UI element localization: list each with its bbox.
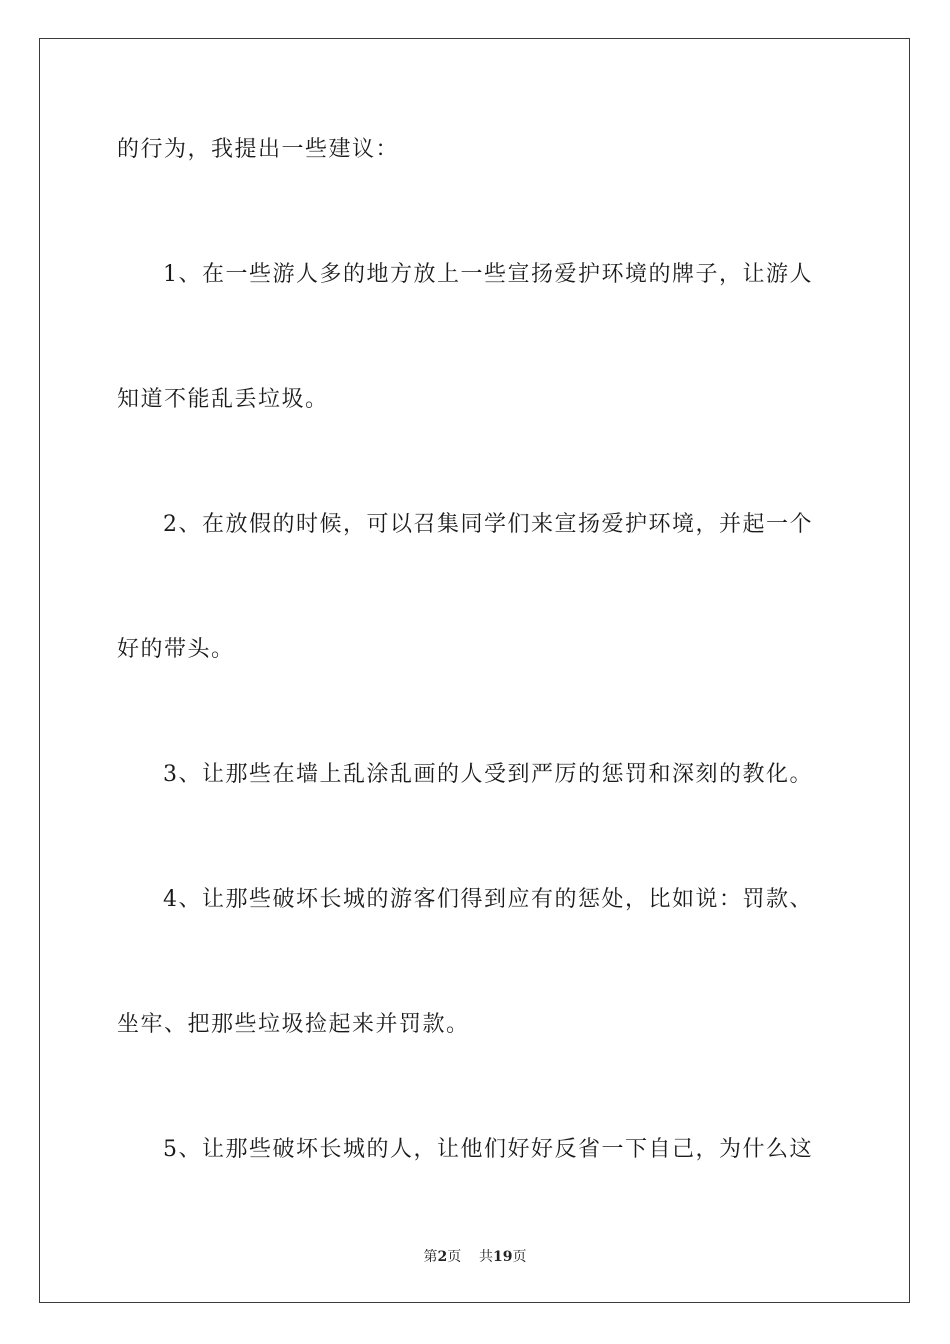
text-line-6: 3、让那些在墙上乱涂乱画的人受到严厉的惩罚和深刻的教化。 — [163, 762, 813, 787]
text-line-3: 知道不能乱丢垃圾。 — [117, 387, 329, 412]
text-line-5: 好的带头。 — [117, 637, 235, 662]
total-prefix: 共 — [479, 1249, 494, 1265]
total-pages: 19 — [493, 1249, 513, 1265]
page-border — [39, 38, 910, 1303]
page-prefix: 第 — [423, 1249, 438, 1265]
text-line-7: 4、让那些破坏长城的游客们得到应有的惩处，比如说：罚款、 — [163, 887, 813, 912]
text-line-1: 的行为，我提出一些建议： — [117, 137, 400, 162]
text-line-9: 5、让那些破坏长城的人，让他们好好反省一下自己，为什么这 — [163, 1137, 813, 1162]
total-suffix: 页 — [512, 1249, 527, 1265]
text-line-2: 1、在一些游人多的地方放上一些宣扬爱护环境的牌子，让游人 — [163, 262, 813, 287]
text-line-8: 坐牢、把那些垃圾捡起来并罚款。 — [117, 1012, 470, 1037]
page-footer — [0, 1248, 950, 1266]
text-line-4: 2、在放假的时候，可以召集同学们来宣扬爱护环境，并起一个 — [163, 512, 813, 537]
page-number: 2 — [437, 1249, 448, 1265]
page-suffix: 页 — [447, 1249, 462, 1265]
